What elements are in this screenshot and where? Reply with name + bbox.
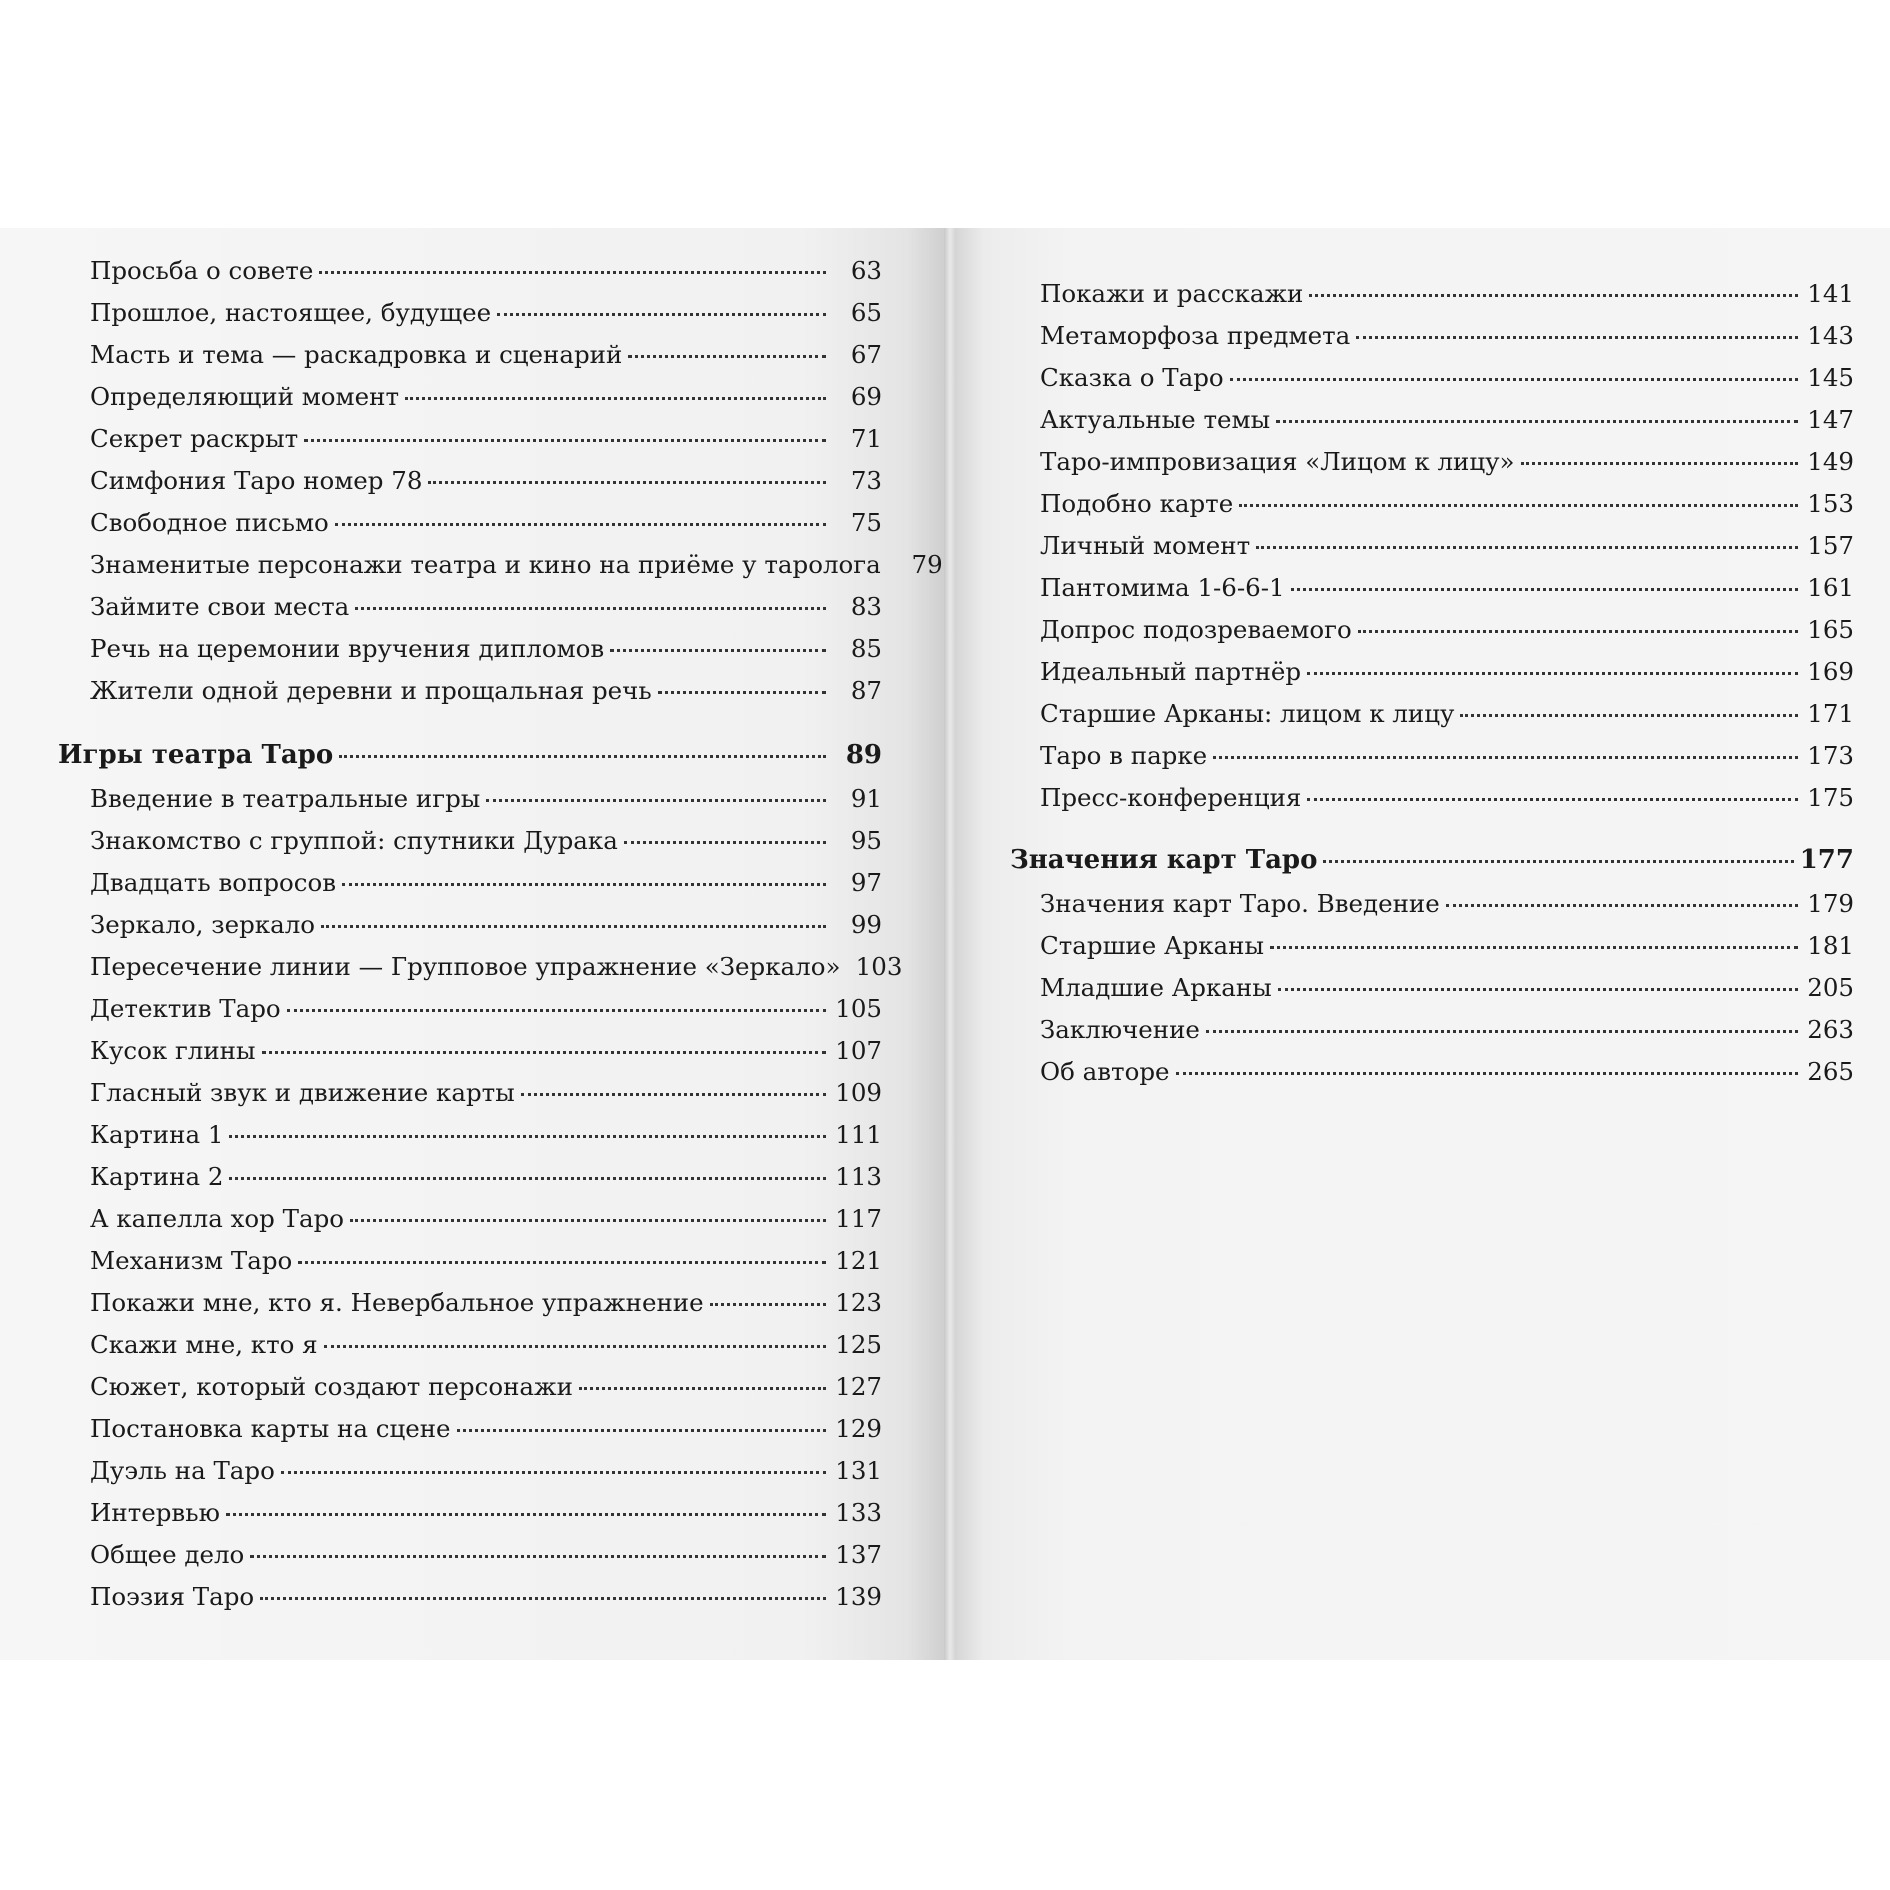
entry-title: Введение в театральные игры (90, 784, 481, 813)
entry-page: 113 (835, 1162, 882, 1191)
dot-leader (350, 1219, 826, 1222)
dot-leader (319, 271, 826, 274)
dot-leader (260, 1597, 826, 1600)
toc-entry (58, 1576, 882, 1618)
dot-leader (298, 1261, 826, 1264)
dot-leader (324, 1345, 826, 1348)
entry-page: 171 (1807, 699, 1854, 728)
entry-title: Картина 2 (90, 1162, 224, 1191)
dot-leader (628, 355, 826, 358)
dot-leader (658, 691, 826, 694)
dot-leader (624, 841, 826, 844)
dot-leader (610, 649, 826, 652)
toc-entry (1040, 693, 1854, 735)
toc-entry (58, 502, 882, 544)
dot-leader (1276, 420, 1798, 423)
dot-leader (457, 1429, 826, 1432)
dot-leader (486, 799, 826, 802)
toc-entry (1040, 399, 1854, 441)
dot-leader (229, 1135, 826, 1138)
entry-title: Симфония Таро номер 78 (90, 466, 423, 495)
toc-entry (1040, 735, 1854, 777)
toc-entry (58, 1282, 882, 1324)
entry-page: 127 (835, 1372, 882, 1401)
toc-entry (58, 862, 882, 904)
entry-page: 147 (1807, 405, 1854, 434)
entry-title: Интервью (90, 1498, 220, 1527)
dot-leader (229, 1177, 826, 1180)
dot-leader (497, 313, 826, 316)
entry-title: Личный момент (1040, 531, 1251, 560)
entry-page: 173 (1807, 741, 1854, 770)
toc-entry (1040, 925, 1854, 967)
entry-title: Картина 1 (90, 1120, 224, 1149)
entry-title: Знаменитые персонажи театра и кино на приёме у таролога (90, 550, 881, 579)
entry-title: Таро в парке (1040, 741, 1208, 770)
entry-page: 205 (1807, 973, 1854, 1002)
toc-entry (1040, 441, 1854, 483)
dot-leader (1521, 462, 1799, 465)
entry-title: Старшие Арканы: лицом к лицу (1040, 699, 1455, 728)
entry-page: 157 (1807, 531, 1854, 560)
toc-section-heading (1010, 837, 1854, 883)
entry-page: 107 (835, 1036, 882, 1065)
toc-entry (1040, 883, 1854, 925)
entry-page: 143 (1807, 321, 1854, 350)
entry-page: 75 (850, 508, 882, 537)
toc-entry (58, 334, 882, 376)
entry-page: 117 (835, 1204, 882, 1233)
entry-page: 179 (1807, 889, 1854, 918)
toc-entry (1040, 273, 1854, 315)
dot-leader (579, 1387, 826, 1390)
book-spread (0, 228, 1890, 1660)
toc-entry (58, 418, 882, 460)
entry-page: 175 (1807, 783, 1854, 812)
toc-entry (58, 1072, 882, 1114)
dot-leader (304, 439, 826, 442)
dot-leader (1358, 630, 1798, 633)
dot-leader (355, 607, 826, 610)
entry-title: Прошлое, настоящее, будущее (90, 298, 492, 327)
entry-title: Двадцать вопросов (90, 868, 337, 897)
toc-entry (1040, 967, 1854, 1009)
entry-page: 83 (850, 592, 882, 621)
toc-entry (58, 460, 882, 502)
entry-title: Свободное письмо (90, 508, 329, 537)
entry-title: Идеальный партнёр (1040, 657, 1302, 686)
toc-entry (58, 1324, 882, 1366)
entry-title: Просьба о совете (90, 256, 314, 285)
entry-title: Актуальные темы (1040, 405, 1271, 434)
dot-leader (1446, 904, 1798, 907)
dot-leader (250, 1555, 826, 1558)
entry-title: Сюжет, который создают персонажи (90, 1372, 573, 1401)
entry-page: 137 (835, 1540, 882, 1569)
entry-title: Зеркало, зеркало (90, 910, 316, 939)
entry-title: Покажи и расскажи (1040, 279, 1304, 308)
entry-page: 109 (835, 1078, 882, 1107)
toc-entry (58, 988, 882, 1030)
toc-entry (58, 1450, 882, 1492)
entry-title: Значения карт Таро. Введение (1040, 889, 1440, 918)
entry-title: Об авторе (1040, 1057, 1170, 1086)
entry-page: 73 (850, 466, 882, 495)
entry-title: Подобно карте (1040, 489, 1234, 518)
entry-page: 97 (850, 868, 882, 897)
toc-entry (58, 376, 882, 418)
toc-entry (58, 670, 882, 712)
dot-leader (226, 1513, 826, 1516)
dot-leader (1239, 504, 1798, 507)
toc-left (58, 250, 943, 1618)
entry-page: 265 (1807, 1057, 1854, 1086)
toc-entry (1040, 357, 1854, 399)
toc-entry (1040, 777, 1854, 819)
section-title: Значения карт Таро (1010, 845, 1318, 875)
dot-leader (281, 1471, 826, 1474)
toc-entry (58, 1408, 882, 1450)
section-page: 177 (1799, 845, 1854, 875)
toc-entry (1040, 1009, 1854, 1051)
dot-leader (1206, 1030, 1798, 1033)
entry-title: Пантомима 1-6-6-1 (1040, 573, 1285, 602)
toc-entry (58, 628, 882, 670)
toc-entry (58, 1156, 882, 1198)
toc-entry (1040, 1051, 1854, 1093)
toc-entry (58, 1534, 882, 1576)
dot-leader (1213, 756, 1798, 759)
entry-page: 145 (1807, 363, 1854, 392)
toc-entry (1040, 609, 1854, 651)
entry-page: 65 (850, 298, 882, 327)
toc-entry (1040, 483, 1854, 525)
entry-title: Определяющий момент (90, 382, 400, 411)
entry-title: Дуэль на Таро (90, 1456, 275, 1485)
toc-entry (58, 586, 882, 628)
book-gutter (944, 228, 956, 1660)
entry-title: Общее дело (90, 1540, 245, 1569)
entry-title: А капелла хор Таро (90, 1204, 345, 1233)
entry-title: Детектив Таро (90, 994, 281, 1023)
entry-title: Пересечение линии — Групповое упражнение «Зеркало» (90, 952, 841, 981)
entry-page: 79 (911, 550, 943, 579)
dot-leader (339, 755, 826, 758)
dot-leader (1256, 546, 1798, 549)
dot-leader (287, 1009, 826, 1012)
entry-page: 91 (850, 784, 882, 813)
dot-leader (428, 481, 826, 484)
entry-title: Метаморфоза предмета (1040, 321, 1351, 350)
entry-title: Скажи мне, кто я (90, 1330, 318, 1359)
dot-leader (1278, 988, 1798, 991)
entry-page: 131 (835, 1456, 882, 1485)
entry-title: Механизм Таро (90, 1246, 293, 1275)
toc-section-heading (58, 732, 882, 778)
entry-title: Масть и тема — раскадровка и сценарий (90, 340, 623, 369)
toc-entry (58, 1492, 882, 1534)
left-page (0, 228, 944, 1660)
entry-title: Гласный звук и движение карты (90, 1078, 515, 1107)
entry-page: 103 (855, 952, 903, 981)
entry-title: Поэзия Таро (90, 1582, 255, 1611)
section-page: 89 (845, 740, 882, 770)
entry-title: Жители одной деревни и прощальная речь (90, 676, 652, 705)
entry-page: 129 (835, 1414, 882, 1443)
entry-title: Заключение (1040, 1015, 1200, 1044)
toc-entry (58, 250, 882, 292)
entry-page: 71 (850, 424, 882, 453)
dot-leader (262, 1051, 826, 1054)
entry-title: Займите свои места (90, 592, 350, 621)
entry-page: 149 (1807, 447, 1854, 476)
entry-page: 105 (835, 994, 882, 1023)
dot-leader (321, 925, 826, 928)
dot-leader (1460, 714, 1798, 717)
entry-page: 99 (850, 910, 882, 939)
dot-leader (342, 883, 826, 886)
dot-leader (335, 523, 826, 526)
entry-title: Младшие Арканы (1040, 973, 1272, 1002)
toc-entry (1040, 525, 1854, 567)
dot-leader (1291, 588, 1798, 591)
dot-leader (710, 1303, 826, 1306)
toc-entry (58, 1198, 882, 1240)
entry-title: Кусок глины (90, 1036, 256, 1065)
entry-page: 95 (850, 826, 882, 855)
dot-leader (1356, 336, 1798, 339)
toc-entry (58, 1366, 882, 1408)
entry-page: 63 (850, 256, 882, 285)
entry-page: 133 (835, 1498, 882, 1527)
toc-entry (58, 778, 882, 820)
entry-page: 181 (1807, 931, 1854, 960)
entry-title: Знакомство с группой: спутники Дурака (90, 826, 618, 855)
toc-entry (58, 946, 903, 988)
toc-right (1010, 273, 1854, 1093)
entry-page: 123 (835, 1288, 882, 1317)
entry-title: Допрос подозреваемого (1040, 615, 1352, 644)
entry-page: 263 (1807, 1015, 1854, 1044)
entry-page: 139 (835, 1582, 882, 1611)
entry-page: 165 (1807, 615, 1854, 644)
dot-leader (1323, 860, 1793, 863)
dot-leader (1307, 798, 1798, 801)
section-title: Игры театра Таро (58, 740, 334, 770)
toc-entry (58, 1114, 882, 1156)
toc-entry (58, 820, 882, 862)
dot-leader (521, 1093, 826, 1096)
entry-title: Секрет раскрыт (90, 424, 299, 453)
toc-entry (58, 544, 943, 586)
entry-page: 85 (850, 634, 882, 663)
entry-page: 153 (1807, 489, 1854, 518)
entry-page: 169 (1807, 657, 1854, 686)
toc-entry (58, 292, 882, 334)
entry-title: Пресс-конференция (1040, 783, 1302, 812)
dot-leader (1307, 672, 1798, 675)
entry-page: 161 (1807, 573, 1854, 602)
entry-page: 69 (850, 382, 882, 411)
entry-title: Покажи мне, кто я. Невербальное упражнение (90, 1288, 704, 1317)
dot-leader (1270, 946, 1798, 949)
toc-entry (1040, 567, 1854, 609)
entry-title: Старшие Арканы (1040, 931, 1264, 960)
dot-leader (1230, 378, 1798, 381)
entry-page: 87 (850, 676, 882, 705)
toc-entry (1040, 651, 1854, 693)
dot-leader (405, 397, 826, 400)
entry-title: Таро-импровизация «Лицом к лицу» (1040, 447, 1515, 476)
entry-page: 121 (835, 1246, 882, 1275)
toc-entry (58, 1030, 882, 1072)
toc-entry (58, 904, 882, 946)
dot-leader (1176, 1072, 1798, 1075)
dot-leader (1309, 294, 1798, 297)
entry-page: 67 (850, 340, 882, 369)
entry-page: 125 (835, 1330, 882, 1359)
entry-title: Постановка карты на сцене (90, 1414, 451, 1443)
entry-page: 141 (1807, 279, 1854, 308)
toc-entry (1040, 315, 1854, 357)
entry-title: Речь на церемонии вручения дипломов (90, 634, 605, 663)
entry-title: Сказка о Таро (1040, 363, 1224, 392)
entry-page: 111 (835, 1120, 882, 1149)
toc-entry (58, 1240, 882, 1282)
